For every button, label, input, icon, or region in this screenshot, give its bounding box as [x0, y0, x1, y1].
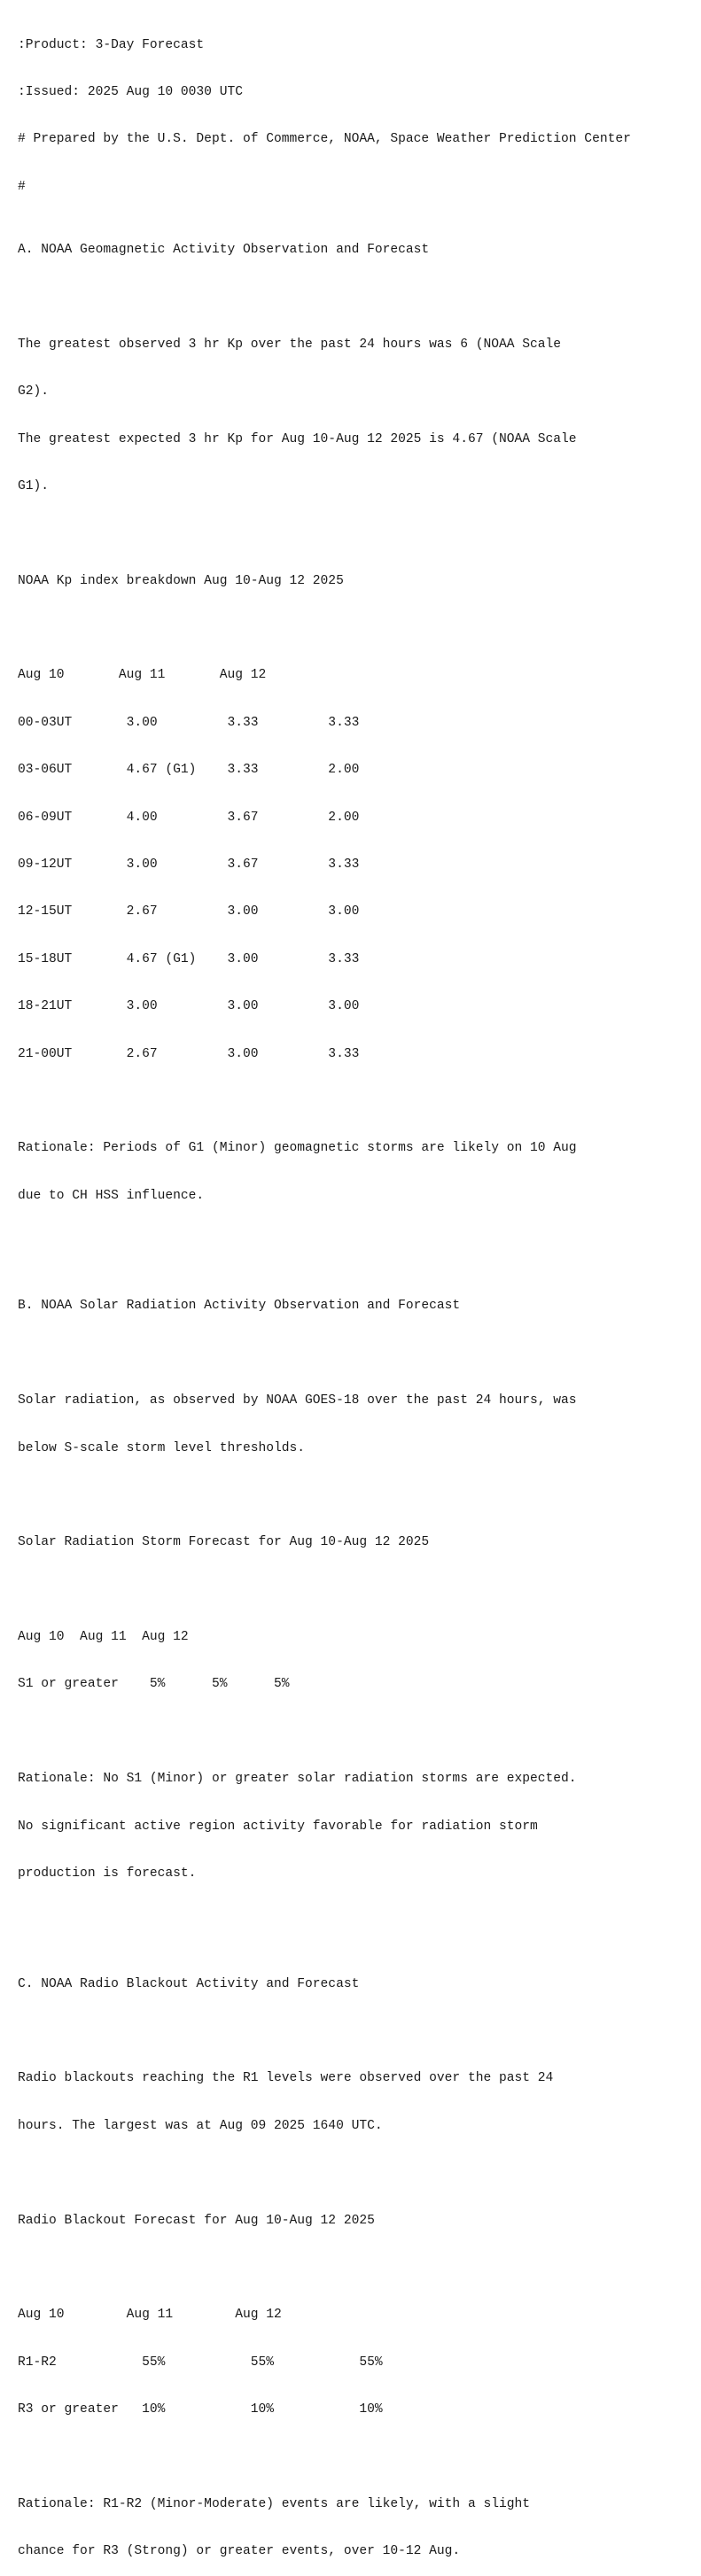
kp-breakdown-title: NOAA Kp index breakdown Aug 10-Aug 12 2025	[18, 573, 344, 588]
blank-line	[18, 290, 631, 306]
kp-table-header: Aug 10 Aug 11 Aug 12	[18, 668, 267, 683]
kp-table-row: 06-09UT 4.00 3.67 2.00	[18, 810, 360, 825]
kp-table-row: 21-00UT 2.67 3.00 3.33	[18, 1046, 360, 1061]
blank-line	[18, 621, 631, 637]
geomagnetic-rationale-line-1: Rationale: Periods of G1 (Minor) geomagnetic storms are likely on 10 Aug	[18, 1141, 577, 1156]
blank-line	[18, 2166, 631, 2182]
radio-forecast-header: Aug 10 Aug 11 Aug 12	[18, 2308, 282, 2323]
solar-obs-line-2: below S-scale storm level thresholds.	[18, 1440, 306, 1455]
geomagnetic-rationale-line-2: due to CH HSS influence.	[18, 1188, 205, 1203]
kp-table-row: 15-18UT 4.67 (G1) 3.00 3.33	[18, 951, 360, 966]
expected-kp-line-1: The greatest expected 3 hr Kp for Aug 10-Aug 12 2025 is 4.67 (NOAA Scale	[18, 431, 577, 446]
solar-forecast-title: Solar Radiation Storm Forecast for Aug 10-Aug 12 2025	[18, 1535, 430, 1550]
expected-kp-line-2: G1).	[18, 478, 50, 493]
section-c-title: C. NOAA Radio Blackout Activity and Forecast	[18, 1976, 360, 1991]
observed-kp-line-2: G2).	[18, 384, 50, 400]
solar-forecast-header: Aug 10 Aug 11 Aug 12	[18, 1630, 189, 1645]
section-b-title: B. NOAA Solar Radiation Activity Observation and Forecast	[18, 1299, 461, 1314]
kp-table-row: 00-03UT 3.00 3.33 3.33	[18, 715, 360, 730]
radio-rationale-line-1: Rationale: R1-R2 (Minor-Moderate) events are likely, with a slight	[18, 2496, 531, 2511]
issued-line: :Issued: 2025 Aug 10 0030 UTC	[18, 84, 243, 99]
radio-obs-line-2: hours. The largest was at Aug 09 2025 1640 UTC.	[18, 2118, 383, 2133]
kp-table-row: 03-06UT 4.67 (G1) 3.33 2.00	[18, 763, 360, 778]
solar-rationale-line-1: Rationale: No S1 (Minor) or greater solar radiation storms are expected.	[18, 1772, 577, 1787]
blank-line	[18, 1913, 631, 1929]
blank-line	[18, 526, 631, 542]
blank-line	[18, 1725, 631, 1741]
solar-obs-line-1: Solar radiation, as observed by NOAA GOES-18 over the past 24 hours, was	[18, 1393, 577, 1408]
blank-line	[18, 1583, 631, 1599]
solar-rationale-line-3: production is forecast.	[18, 1866, 197, 1882]
radio-forecast-title: Radio Blackout Forecast for Aug 10-Aug 12 2025	[18, 2213, 375, 2228]
solar-rationale-line-2: No significant active region activity favorable for radiation storm	[18, 1819, 538, 1834]
blank-line	[18, 1094, 631, 1110]
radio-obs-line-1: Radio blackouts reaching the R1 levels were observed over the past 24	[18, 2071, 554, 2086]
blank-line	[18, 2261, 631, 2277]
blank-line	[18, 1236, 631, 1252]
product-line: :Product: 3-Day Forecast	[18, 37, 205, 52]
kp-table-row: 18-21UT 3.00 3.00 3.00	[18, 999, 360, 1014]
radio-rationale-line-2: chance for R3 (Strong) or greater events, over 10-12 Aug.	[18, 2544, 461, 2559]
prepared-line: # Prepared by the U.S. Dept. of Commerce, NOAA, Space Weather Prediction Center	[18, 132, 631, 147]
forecast-document	[18, 6, 631, 2576]
observed-kp-line-1: The greatest observed 3 hr Kp over the past 24 hours was 6 (NOAA Scale	[18, 337, 562, 352]
hash-line: #	[18, 179, 26, 194]
solar-forecast-row: S1 or greater 5% 5% 5%	[18, 1677, 290, 1692]
blank-line	[18, 2024, 631, 2040]
section-a-title: A. NOAA Geomagnetic Activity Observation and Forecast	[18, 242, 430, 257]
kp-table-row: 09-12UT 3.00 3.67 3.33	[18, 857, 360, 873]
radio-forecast-row: R3 or greater 10% 10% 10%	[18, 2402, 383, 2417]
radio-forecast-row: R1-R2 55% 55% 55%	[18, 2355, 383, 2370]
blank-line	[18, 1488, 631, 1504]
blank-line	[18, 2450, 631, 2466]
kp-table-row: 12-15UT 2.67 3.00 3.00	[18, 904, 360, 919]
blank-line	[18, 1346, 631, 1362]
